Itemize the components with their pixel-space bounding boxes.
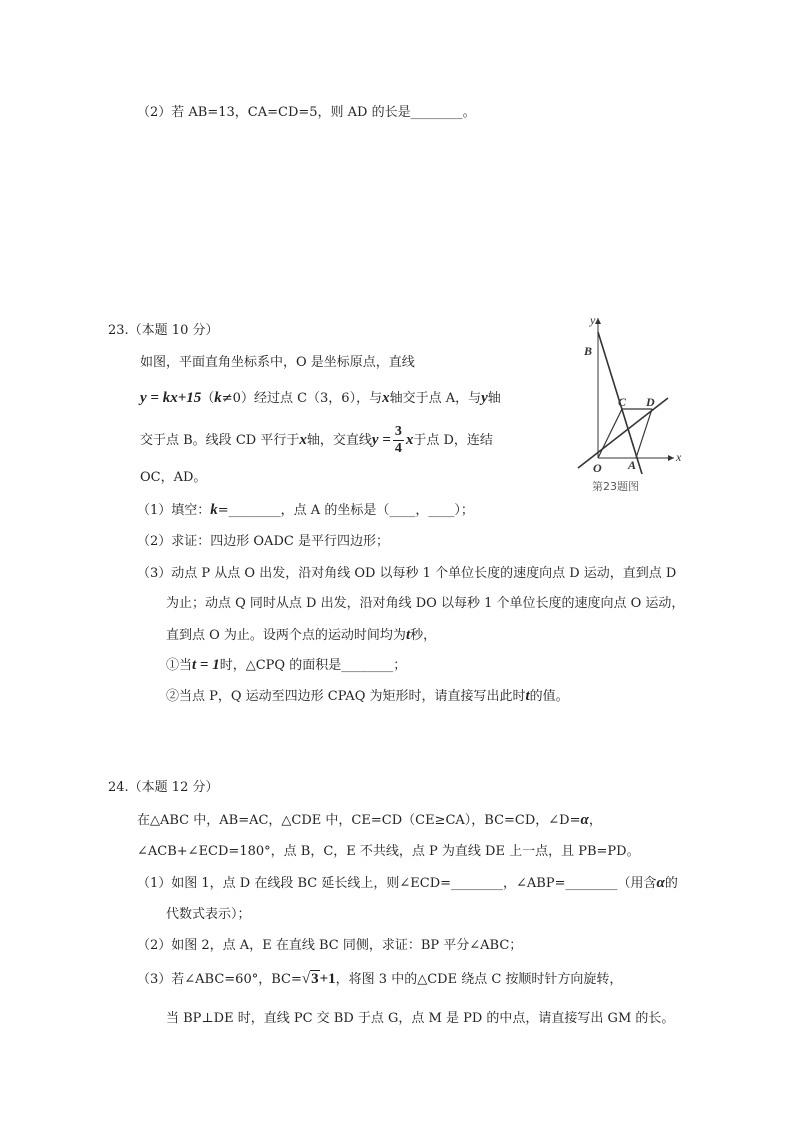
q24-part1: （1）如图 1，点 D 在线段 BC 延长线上，则∠ECD=________，∠ABP=________（用含α的 [137,875,678,891]
x-axis-arrow [668,455,674,461]
q24-part3-line2: 当 BP⊥DE 时，直线 PC 交 BD 于点 G，点 M 是 PD 的中点，请直接写出 GM 的长。 [166,1011,675,1026]
q23-figure [568,310,688,500]
q23-k-var: k [214,390,222,406]
q23-header: 23.（本题 10 分） [108,323,219,338]
label-o: O [593,461,602,475]
q23-sub2: ②当点 P，Q 运动至四边形 CPAQ 为矩形时，请直接写出此时t的值。 [166,688,569,704]
q23-line4: OC，AD。 [140,470,207,485]
q22-part2: （2）若 AB=13，CA=CD=5，则 AD 的长是________。 [137,105,476,120]
q24-line2: ∠ACB+∠ECD=180°，点 B，C，E 不共线，点 P 为直线 DE 上一点，且 PB=PD。 [137,844,640,859]
figure-caption: 第23题图 [592,480,639,493]
q23-equation: y = kx+15 [140,390,202,406]
q24-header: 24.（本题 12 分） [108,780,219,795]
q24-part1-line2: 代数式表示）； [166,907,251,922]
q24-part2: （2）如图 2，点 A，E 在直线 BC 同侧，求证：BP 平分∠ABC； [137,938,523,953]
q23-equation-line: y = kx+15（k≠0）经过点 C（3，6），与x轴交于点 A，与y轴 [140,390,501,406]
label-c: C [618,395,627,409]
label-a: A [628,458,637,472]
sqrt-expression: √3+1 [301,971,336,987]
q24-part3: （3）若∠ABC=60°，BC=√3+1，将图 3 中的△CDE 绕点 C 按顺时针方向旋转， [137,971,623,987]
q23-sub1: ①当t = 1时，△CPQ 的面积是________； [166,657,407,673]
q23-intro: 如图，平面直角坐标系中，O 是坐标原点，直线 [140,355,415,370]
y-axis-arrow [595,318,601,324]
label-d: D [646,395,655,409]
label-y: y [590,313,596,327]
q23-part3-line1: （3）动点 P 从点 O 出发，沿对角线 OD 以每秒 1 个单位长度的速度向点 D 运动，直到点 D [137,566,677,581]
label-b: B [584,344,593,358]
q23-part3-line3: 直到点 O 为止。设两个点的运动时间均为t秒， [166,627,437,643]
q23-part2: （2）求证：四边形 OADC 是平行四边形； [137,534,389,549]
q24-line1: 在△ABC 中，AB=AC，△CDE 中，CE=CD（CE≥CA），BC=CD，∠D=α， [137,812,602,828]
segment-oc [598,409,622,458]
label-x: x [676,450,682,464]
q23-line3: 交于点 B。线段 CD 平行于x轴，交直线y = $\frac{3}{4}$ x于点 D，连结 [140,424,493,456]
q23-fraction: $\frac{3}{4}$ [394,424,402,456]
q23-part3-line2: 为止；动点 Q 同时从点 D 出发，沿对角线 DO 以每秒 1 个单位长度的速度向点 O 运动， [166,596,685,611]
q23-part1: （1）填空：k=________，点 A 的坐标是（____，____）； [137,502,474,518]
